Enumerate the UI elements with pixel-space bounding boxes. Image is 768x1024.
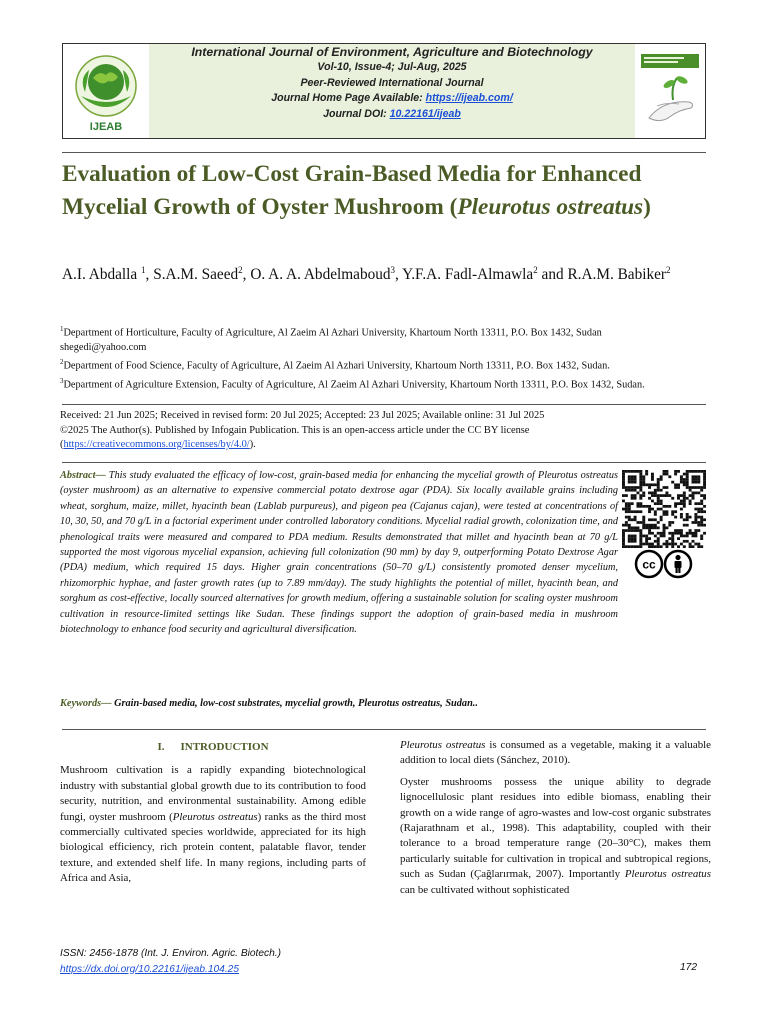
affiliation-divider: [62, 404, 706, 405]
article-title: [62, 158, 712, 223]
license-link[interactable]: https://creativecommons.org/licenses/by/4.0/: [63, 439, 250, 450]
affiliation-1: $^1$Department of Horticulture, Faculty of Agriculture, Al Zaeim Al Azhari University, Khartoum North 13311, P.O. Box 1432, Sudan: [60, 325, 602, 339]
author: O. A. A. Abdelmaboud$^3$: [250, 265, 396, 284]
title-species: Pleurotus ostreatus: [457, 193, 644, 220]
issn-line: ISSN: 2456-1878 (Int. J. Environ. Agric. Biotech.): [60, 948, 282, 959]
homepage-line: [149, 91, 635, 107]
doi-label: Journal DOI:: [323, 107, 390, 120]
license-line: ©2025 The Author(s). Published by Infogain Publication. This is an open-access article under the CC BY license (https://creativecommons.org/licenses/by/4.0/).: [60, 424, 530, 450]
page-number: 172: [680, 962, 697, 973]
title-main: Evaluation of Low-Cost Grain-Based Media for Enhanced Mycelial Growth of Oyster Mushroom (: [62, 161, 642, 220]
intro-paragraph-2: Pleurotus ostreatus is consumed as a vegetable, making it a valuable addition to local diets (Sánchez, 2010).: [400, 739, 712, 767]
keywords-text: Grain-based media, low-cost substrates, mycelial growth, Pleurotus ostreatus, Sudan..: [111, 698, 478, 709]
homepage-link[interactable]: https://ijeab.com/: [425, 92, 513, 104]
body-column-right: [400, 738, 711, 904]
homepage-label: Journal Home Page Available:: [271, 92, 426, 104]
section-heading: I. INTRODUCTION: [157, 741, 269, 753]
page-footer: [60, 946, 710, 977]
journal-logo: [63, 44, 149, 138]
dates-line: Received: 21 Jun 2025; Received in revised form: 20 Jul 2025; Accepted: 23 Jul 2025; Available online: 31 Jul 2025: [60, 410, 545, 421]
intro-paragraph-3: Oyster mushrooms possess the unique ability to degrade lignocellulosic plant residues into edible biomass, enabling their growth on a wide range of agro-wastes and low-cost organic substrates (Rajarathnam et al., 1998). This adaptability, coupled with their tolerance to a broad temperature range (20–30°C), makes them particularly suitable for cultivation in tropical and subtropical regions, such as Sudan (Çağlarırmak, 2007). Importantly Pleurotus ostreatus can be cultivated without sophisticated: [400, 775, 711, 896]
author: Y.F.A. Fadl-Almawla$^2$: [402, 265, 538, 284]
title-end: ): [643, 193, 651, 220]
article-history: [60, 409, 710, 453]
abstract-top-divider: [62, 462, 706, 463]
article-doi-link[interactable]: https://dx.doi.org/10.22161/ijeab.104.25: [60, 963, 239, 975]
affiliation-3: $^3$Department of Agriculture Extension, Faculty of Agriculture, Al Zaeim Al Azhari University, Khartoum North 13311, P.O. Box 1432, Sudan.: [60, 377, 645, 391]
abstract: [60, 468, 618, 637]
abstract-label: Abstract—: [60, 470, 106, 481]
journal-name: International Journal of Environment, Agriculture and Biotechnology: [191, 45, 593, 59]
body-column-left: [60, 740, 366, 893]
corresponding-email: shegedi@yahoo.com: [60, 341, 147, 353]
qr-code[interactable]: [622, 470, 706, 548]
author: R.A.M. Babiker$^2$: [567, 265, 671, 284]
keywords-label: Keywords—: [60, 698, 112, 709]
volume-issue: Vol-10, Issue-4; Jul-Aug, 2025: [317, 61, 467, 73]
author: A.I. Abdalla $^1$: [62, 265, 146, 284]
author: S.A.M. Saeed$^2$: [153, 265, 243, 284]
svg-text:cc: cc: [642, 557, 656, 572]
intro-paragraph-1: Mushroom cultivation is a rapidly expanding biotechnological industry with substantial global growth due to its contribution to food security, nutrition, and environmental sustainability. Among edible fungi, oyster mushroom (Pleurotus ostreatus) ranks as the third most commercially cultivated species worldwide, appreciated for its high biological efficiency, rich protein content, palatable flavor, tender texture, and extended shelf life. In many regions, including parts of Africa and Asia,: [60, 764, 366, 885]
keywords: [60, 698, 700, 709]
header-divider: [62, 152, 706, 153]
abstract-text: This study evaluated the efficacy of low-cost, grain-based media for enhancing the mycelial growth of Pleurotus ostreatus (oyster mushroom) as an alternative to expensive commercial potato dextrose agar (PDA). Six locally available grains including wheat, sorghum, maize, millet, hyacinth bean (Lablab purpureus), and pigeon pea (Cajanus cajan), were tested at concentrations of 10, 30, 50, and 70 g/L in a factorial experiment under controlled laboratory conditions. Mycelial radial growth, colonization time, and phenological traits were measured and compared to PDA medium. Results demonstrated that millet and hyacinth bean at 70 g/L supported the most vigorous mycelial expansion, achieving full colonization (90 mm) by day 9, outperforming Potato Dextrose Agar (PDA) medium, which required 15 days. Higher grain concentrations (50–70 g/L) consistently promoted denser mycelium, rhizomorphic hyphae, and faster growth rates (up to 7.89 mm/day). The study highlights the potential of millet, hyacinth bean, and sorghum as cost-effective, locally sourced alternatives for growth medium, offering a sustainable solution for scaling oyster mushroom cultivation in resource-limited settings like Sudan. These findings support the adoption of grain-based media in mushroom biotechnology to enhance food security and agricultural diversification.: [60, 470, 618, 636]
affiliation-2: $^2$Department of Food Science, Faculty of Agriculture, Al Zaeim Al Azhari University, Khartoum North 13311, P.O. Box 1432, Sudan.: [60, 358, 610, 372]
doi-line: [149, 107, 635, 123]
peer-reviewed-label: Peer-Reviewed International Journal: [300, 76, 484, 89]
doi-link[interactable]: 10.22161/ijeab: [389, 107, 461, 120]
cc-by-icon: [634, 549, 696, 579]
author-list: A.I. Abdalla $^1$, S.A.M. Saeed$^2$, O. A. A. Abdelmaboud$^3$, Y.F.A. Fadl-Almawla$^2$ and R.A.M. Babiker$^2$: [62, 265, 671, 284]
journal-header: [62, 43, 706, 139]
logo-wordmark: IJEAB: [89, 121, 123, 133]
cover-thumbnail: [635, 44, 705, 138]
body-divider: [62, 729, 706, 730]
journal-info: [149, 44, 635, 138]
affiliations: [60, 322, 710, 393]
